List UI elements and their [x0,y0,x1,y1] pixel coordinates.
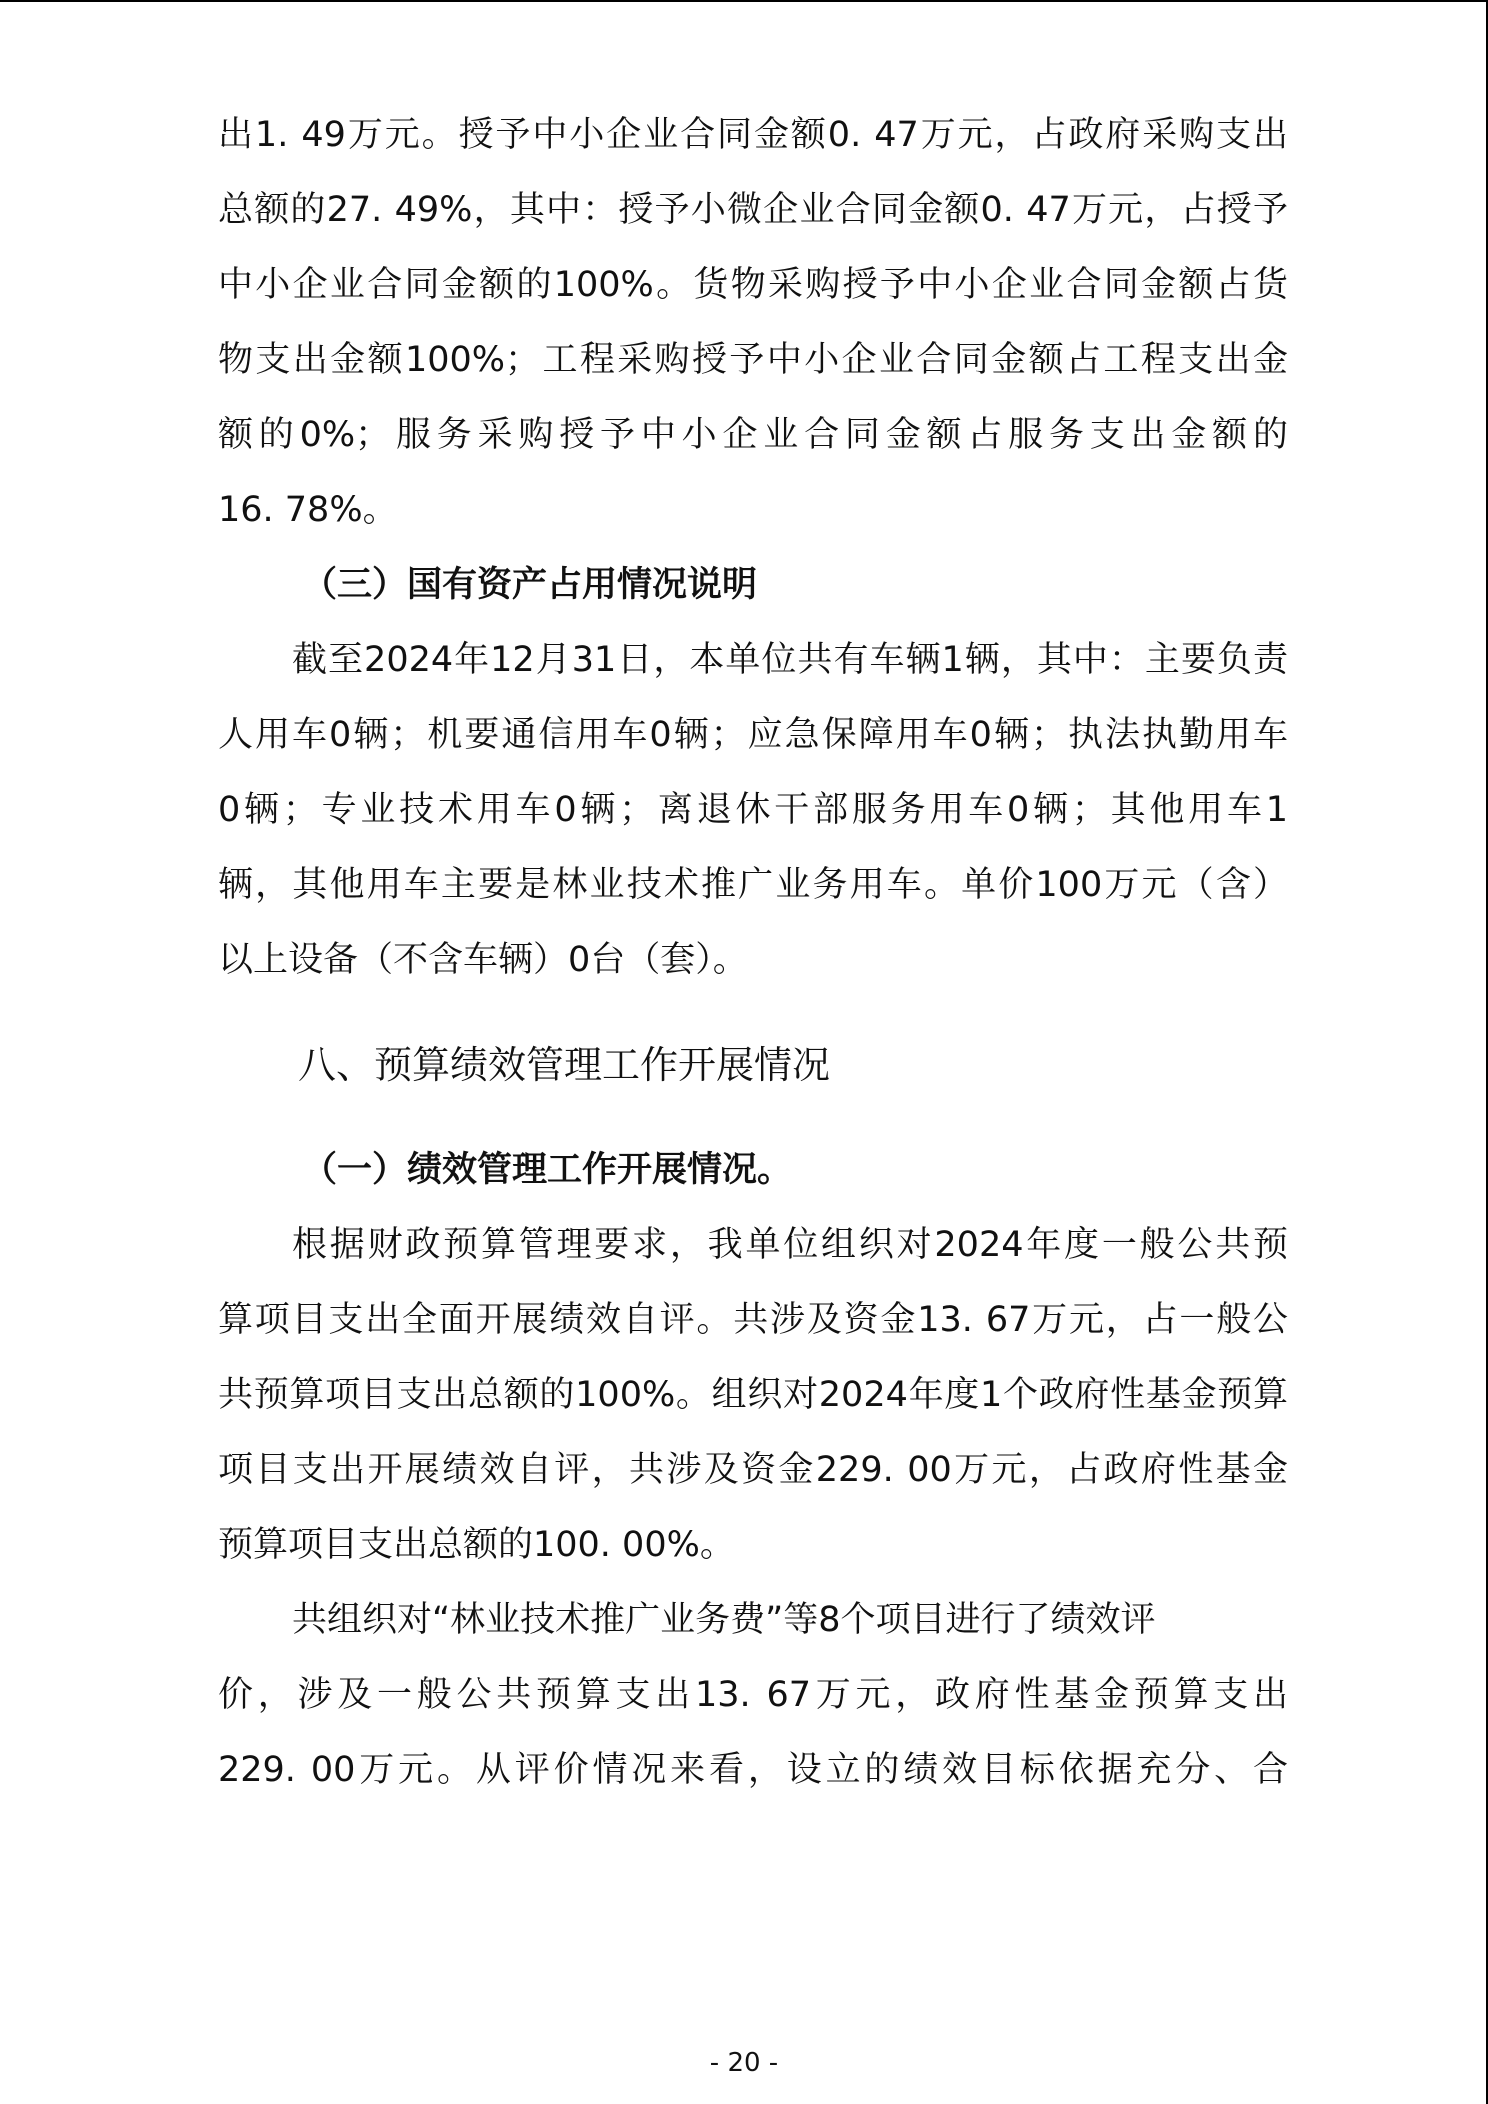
text-line: 预算项目支出总额的100. 00%。 [218,1525,735,1565]
heading-performance: （一）绩效管理工作开展情况。 [302,1150,793,1190]
page-border-top [0,0,1488,2]
page-number: - 20 - [709,2048,779,2078]
text-line: 总额的27. 49%，其中：授予小微企业合同金额0. 47万元，占授予 [218,190,1288,230]
text-line: 人用车0辆；机要通信用车0辆；应急保障用车0辆；执法执勤用车 [218,715,1288,755]
paragraph-procurement [218,98,1288,548]
paragraph-performance-2 [218,1583,1288,1808]
text-line: 价，涉及一般公共预算支出13. 67万元，政府性基金预算支出 [218,1675,1288,1715]
text-line: 16. 78%。 [218,490,398,530]
text-line: 项目支出开展绩效自评，共涉及资金229. 00万元，占政府性基金 [218,1450,1288,1490]
text-line: 共组织对“林业技术推广业务费”等8个项目进行了绩效评 [292,1600,1156,1640]
paragraph-performance-1 [218,1208,1288,1583]
text-line: 根据财政预算管理要求，我单位组织对2024年度一般公共预 [292,1225,1288,1265]
text-line: 截至2024年12月31日，本单位共有车辆1辆，其中：主要负责 [292,640,1288,680]
heading-assets: （三）国有资产占用情况说明 [302,565,758,605]
text-line: 0辆；专业技术用车0辆；离退休干部服务用车0辆；其他用车1 [218,790,1288,830]
text-line: 物支出金额100%；工程采购授予中小企业合同金额占工程支出金 [218,340,1288,380]
text-line: 以上设备（不含车辆）0台（套）。 [218,940,748,980]
text-line: 共预算项目支出总额的100%。组织对2024年度1个政府性基金预算 [218,1375,1288,1415]
text-line: 辆，其他用车主要是林业技术推广业务用车。单价100万元（含） [218,865,1288,905]
text-line: 出1. 49万元。授予中小企业合同金额0. 47万元，占政府采购支出 [218,115,1288,155]
text-line: 中小企业合同金额的100%。货物采购授予中小企业合同金额占货 [218,265,1288,305]
text-line: 额的0%；服务采购授予中小企业合同金额占服务支出金额的 [218,415,1288,455]
document-body [218,98,1288,1808]
section-title: 八、预算绩效管理工作开展情况 [298,1043,831,1087]
text-line: 229. 00万元。从评价情况来看，设立的绩效目标依据充分、合 [218,1750,1288,1790]
text-line: 算项目支出全面开展绩效自评。共涉及资金13. 67万元，占一般公 [218,1300,1288,1340]
paragraph-assets [218,623,1288,998]
